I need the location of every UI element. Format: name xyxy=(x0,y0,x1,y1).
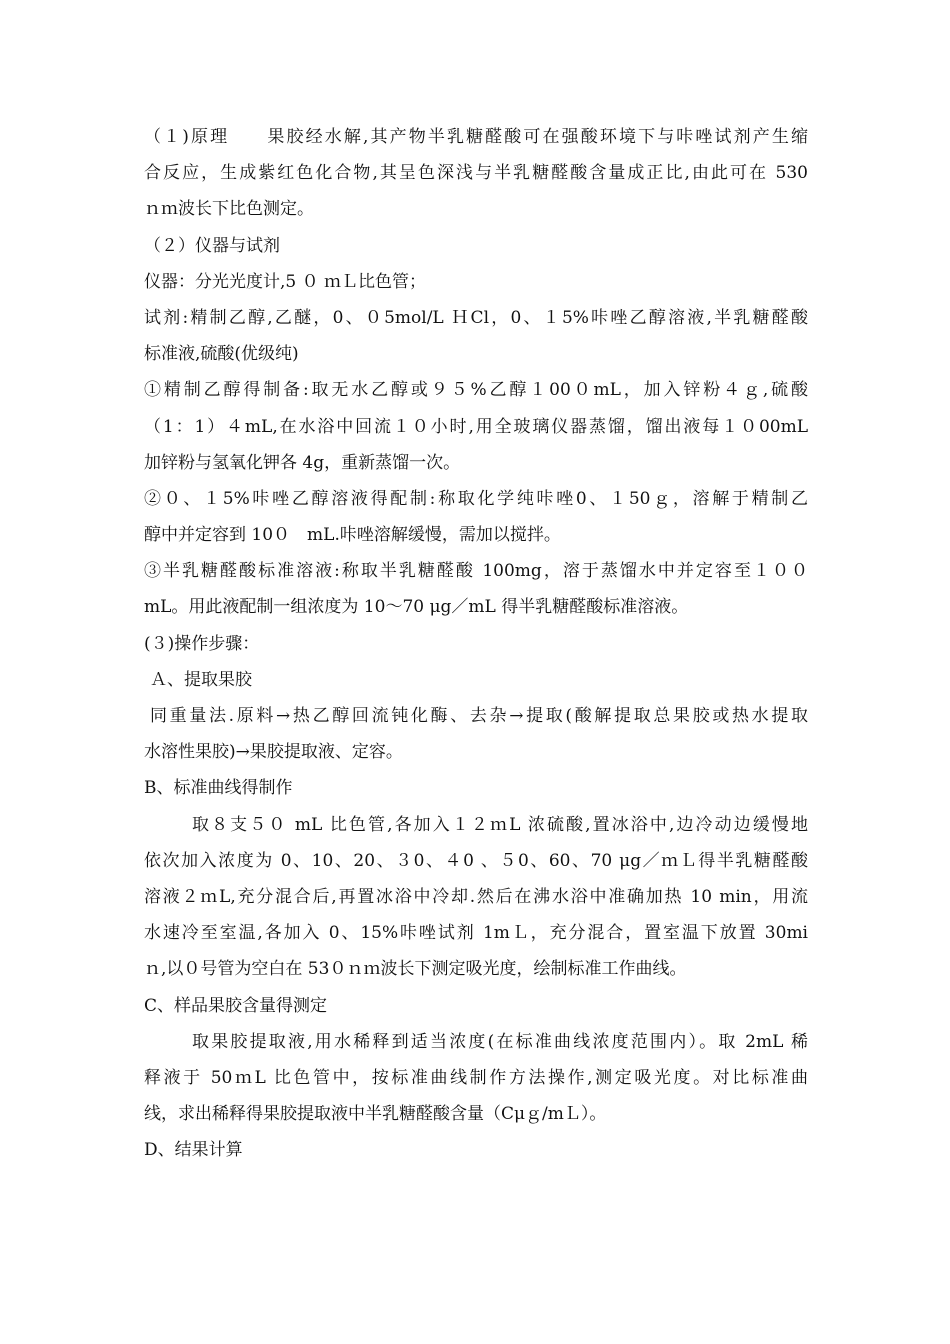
standard-curve-line-4: 水速冷至室温,各加入 0、15%咔唑试剂 1mＬ，充分混合，置室温下放置 30mi xyxy=(144,923,808,944)
ethanol-prep-line-2: （1：1）４mL,在水浴中回流１０小时,用全玻璃仪器蒸馏，馏出液每１０00mL xyxy=(144,416,808,437)
reagents-line-2: 标准液,硫酸(优级纯) xyxy=(144,344,299,365)
extract-line-2: 水溶性果胶)→果胶提取液、定容。 xyxy=(144,742,403,763)
standard-curve-line-3: 溶液２ｍL,充分混合后,再置冰浴中冷却.然后在沸水浴中准确加热 10 min，用流 xyxy=(144,886,808,907)
carbazole-prep-line-2: 醇中并定容到 10０ mL.咔唑溶解缓慢，需加以搅拌。 xyxy=(144,525,561,546)
ethanol-prep-line-3: 加锌粉与氢氧化钾各 4g，重新蒸馏一次。 xyxy=(144,452,461,473)
principle-line-3: ｎｍ波长下比色测定。 xyxy=(144,199,314,220)
carbazole-prep-line-1: ②０、１5%咔唑乙醇溶液得配制:称取化学纯咔唑0、１50ｇ，溶解于精制乙 xyxy=(144,488,808,509)
ethanol-prep-line-1: ①精制乙醇得制备:取无水乙醇或９５%乙醇１00０mL，加入锌粉４ｇ,硫酸 xyxy=(144,380,808,401)
standard-solution-line-2: mL。用此液配制一组浓度为 10～70 μg／mL 得半乳糖醛酸标准溶液。 xyxy=(144,597,689,618)
standard-curve-line-5: ｎ,以０号管为空白在 53０ｎｍ波长下测定吸光度，绘制标准工作曲线。 xyxy=(144,959,687,980)
section-heading-procedure: (３)操作步骤： xyxy=(144,633,260,654)
instruments-line: 仪器：分光光度计,5 ０ ｍＬ比色管； xyxy=(144,271,427,292)
sample-line-1: 取果胶提取液,用水稀释到适当浓度(在标准曲线浓度范围内）。取 2mL 稀 xyxy=(192,1031,808,1052)
sample-line-2: 释液于 50ｍL 比色管中，按标准曲线制作方法操作,测定吸光度。对比标准曲 xyxy=(144,1067,808,1088)
standard-solution-line-1: ③半乳糖醛酸标准溶液:称取半乳糖醛酸 100mg，溶于蒸馏水中并定容至１００ xyxy=(144,561,808,582)
standard-curve-line-1: 取８支５０ mL 比色管,各加入１２ｍL 浓硫酸,置冰浴中,边冷动边缓慢地 xyxy=(192,814,808,835)
standard-curve-line-2: 依次加入浓度为 0、10、20、３0、４0 、５0、60、70 μg／ｍＬ得半乳糖醛酸 xyxy=(144,850,808,871)
principle-line-1: （１)原理 果胶经水解,其产物半乳糖醛酸可在强酸环境下与咔唑试剂产生缩 xyxy=(144,127,808,147)
principle-line-2: 合反应，生成紫红色化合物,其呈色深浅与半乳糖醛酸含量成正比,由此可在 530 xyxy=(144,163,808,184)
sample-line-3: 线，求出稀释得果胶提取液中半乳糖醛酸含量（Cμｇ/mＬ）。 xyxy=(144,1104,607,1125)
extract-line-1: 同重量法.原料→热乙醇回流钝化酶、去杂→提取(酸解提取总果胶或热水提取 xyxy=(150,706,808,726)
subheading-standard-curve: B、标准曲线得制作 xyxy=(144,778,293,799)
subheading-sample-measurement: C、样品果胶含量得测定 xyxy=(144,995,328,1016)
document-body xyxy=(144,119,808,1168)
reagents-line-1: 试剂:精制乙醇,乙醚，0、０5mol/L ＨCl，0、１5%咔唑乙醇溶液,半乳糖醛酸 xyxy=(144,307,808,328)
section-heading-instruments: （２）仪器与试剂 xyxy=(144,235,280,256)
subheading-result-calculation: D、结果计算 xyxy=(144,1140,243,1161)
subheading-extract-pectin: Ａ、提取果胶 xyxy=(150,669,252,690)
